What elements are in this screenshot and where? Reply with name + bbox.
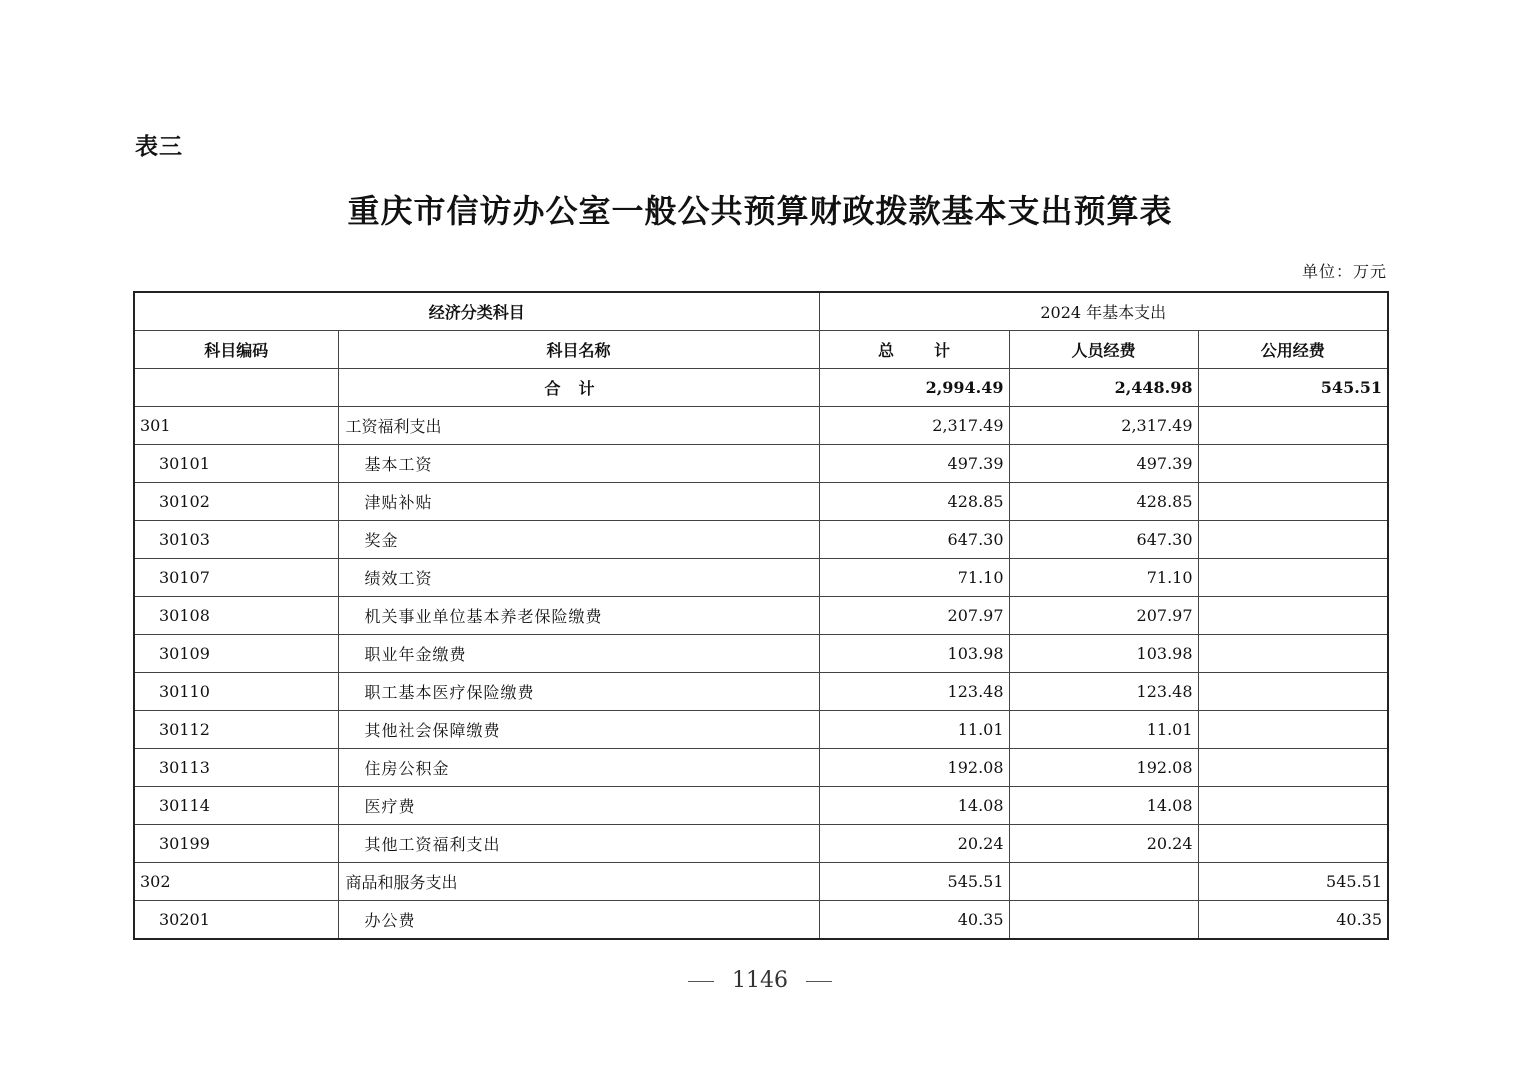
row-personnel: 20.24 — [1009, 825, 1198, 863]
column-header-row — [134, 331, 1388, 369]
row-code: 30109 — [134, 635, 338, 673]
row-name: 基本工资 — [338, 445, 819, 483]
row-total: 11.01 — [819, 711, 1009, 749]
group-header-year-text: 2024 年基本支出 — [1040, 303, 1167, 322]
row-public: 545.51 — [1198, 863, 1388, 901]
row-public — [1198, 407, 1388, 445]
row-personnel — [1009, 901, 1198, 940]
column-header-public: 公用经费 — [1198, 331, 1388, 369]
row-personnel: 71.10 — [1009, 559, 1198, 597]
row-name: 职工基本医疗保险缴费 — [338, 673, 819, 711]
group-header-row — [134, 292, 1388, 331]
row-code: 30113 — [134, 749, 338, 787]
page-title: 重庆市信访办公室一般公共预算财政拨款基本支出预算表 — [347, 192, 1173, 230]
row-total: 14.08 — [819, 787, 1009, 825]
table-row — [134, 483, 1388, 521]
row-code: 302 — [134, 863, 338, 901]
row-code: 30101 — [134, 445, 338, 483]
row-public — [1198, 483, 1388, 521]
row-public — [1198, 711, 1388, 749]
row-total: 647.30 — [819, 521, 1009, 559]
footer-dash-left — [688, 981, 714, 982]
row-personnel: 103.98 — [1009, 635, 1198, 673]
row-code: 30102 — [134, 483, 338, 521]
row-public — [1198, 635, 1388, 673]
table-row — [134, 635, 1388, 673]
table-row — [134, 787, 1388, 825]
row-total: 20.24 — [819, 825, 1009, 863]
row-personnel: 647.30 — [1009, 521, 1198, 559]
row-public — [1198, 559, 1388, 597]
row-name: 津贴补贴 — [338, 483, 819, 521]
table-row — [134, 825, 1388, 863]
row-name: 办公费 — [338, 901, 819, 940]
row-total: 103.98 — [819, 635, 1009, 673]
row-name: 其他工资福利支出 — [338, 825, 819, 863]
row-name: 机关事业单位基本养老保险缴费 — [338, 597, 819, 635]
row-public — [1198, 787, 1388, 825]
column-header-total — [819, 331, 1009, 369]
table-label: 表三 — [135, 134, 183, 160]
row-name: 其他社会保障缴费 — [338, 711, 819, 749]
total-row — [134, 369, 1388, 407]
table-row — [134, 597, 1388, 635]
row-public — [1198, 445, 1388, 483]
row-total: 71.10 — [819, 559, 1009, 597]
footer-dash-right — [806, 981, 832, 982]
row-name: 绩效工资 — [338, 559, 819, 597]
table-row — [134, 901, 1388, 940]
table-row — [134, 863, 1388, 901]
row-personnel: 14.08 — [1009, 787, 1198, 825]
total-row-label: 合计 — [338, 369, 819, 407]
row-total: 123.48 — [819, 673, 1009, 711]
row-total: 207.97 — [819, 597, 1009, 635]
row-name: 住房公积金 — [338, 749, 819, 787]
row-name: 职业年金缴费 — [338, 635, 819, 673]
group-header-economic-class: 经济分类科目 — [134, 292, 819, 331]
row-code: 30108 — [134, 597, 338, 635]
table-row — [134, 445, 1388, 483]
page-footer — [0, 968, 1520, 993]
row-code: 30103 — [134, 521, 338, 559]
row-code: 30199 — [134, 825, 338, 863]
row-public — [1198, 673, 1388, 711]
row-code: 30110 — [134, 673, 338, 711]
total-row-total: 2,994.49 — [819, 369, 1009, 407]
row-total: 40.35 — [819, 901, 1009, 940]
column-header-total-part2: 计 — [934, 341, 951, 360]
row-public — [1198, 597, 1388, 635]
total-row-public: 545.51 — [1198, 369, 1388, 407]
row-name: 医疗费 — [338, 787, 819, 825]
page-number: 1146 — [732, 968, 788, 993]
column-header-code: 科目编码 — [134, 331, 338, 369]
column-header-total-part1: 总 — [878, 341, 895, 360]
table-body — [134, 369, 1388, 940]
table-row — [134, 749, 1388, 787]
group-header-basic-expenditure — [819, 292, 1388, 331]
table-row — [134, 673, 1388, 711]
row-name: 商品和服务支出 — [338, 863, 819, 901]
table-row — [134, 521, 1388, 559]
total-row-personnel: 2,448.98 — [1009, 369, 1198, 407]
unit-label: 单位：万元 — [1301, 262, 1387, 281]
row-total: 192.08 — [819, 749, 1009, 787]
row-personnel: 497.39 — [1009, 445, 1198, 483]
total-row-code — [134, 369, 338, 407]
row-total: 428.85 — [819, 483, 1009, 521]
row-name: 工资福利支出 — [338, 407, 819, 445]
row-personnel — [1009, 863, 1198, 901]
column-header-personnel: 人员经费 — [1009, 331, 1198, 369]
row-total: 545.51 — [819, 863, 1009, 901]
row-personnel: 428.85 — [1009, 483, 1198, 521]
row-public — [1198, 521, 1388, 559]
row-name: 奖金 — [338, 521, 819, 559]
row-public — [1198, 825, 1388, 863]
table-row — [134, 407, 1388, 445]
row-code: 30201 — [134, 901, 338, 940]
row-personnel: 2,317.49 — [1009, 407, 1198, 445]
budget-table — [133, 291, 1389, 940]
table-row — [134, 711, 1388, 749]
row-total: 497.39 — [819, 445, 1009, 483]
row-personnel: 207.97 — [1009, 597, 1198, 635]
row-code: 30112 — [134, 711, 338, 749]
row-personnel: 192.08 — [1009, 749, 1198, 787]
column-header-name: 科目名称 — [338, 331, 819, 369]
row-personnel: 123.48 — [1009, 673, 1198, 711]
row-code: 30114 — [134, 787, 338, 825]
row-code: 301 — [134, 407, 338, 445]
row-code: 30107 — [134, 559, 338, 597]
row-personnel: 11.01 — [1009, 711, 1198, 749]
row-public — [1198, 749, 1388, 787]
row-public: 40.35 — [1198, 901, 1388, 940]
row-total: 2,317.49 — [819, 407, 1009, 445]
table-row — [134, 559, 1388, 597]
